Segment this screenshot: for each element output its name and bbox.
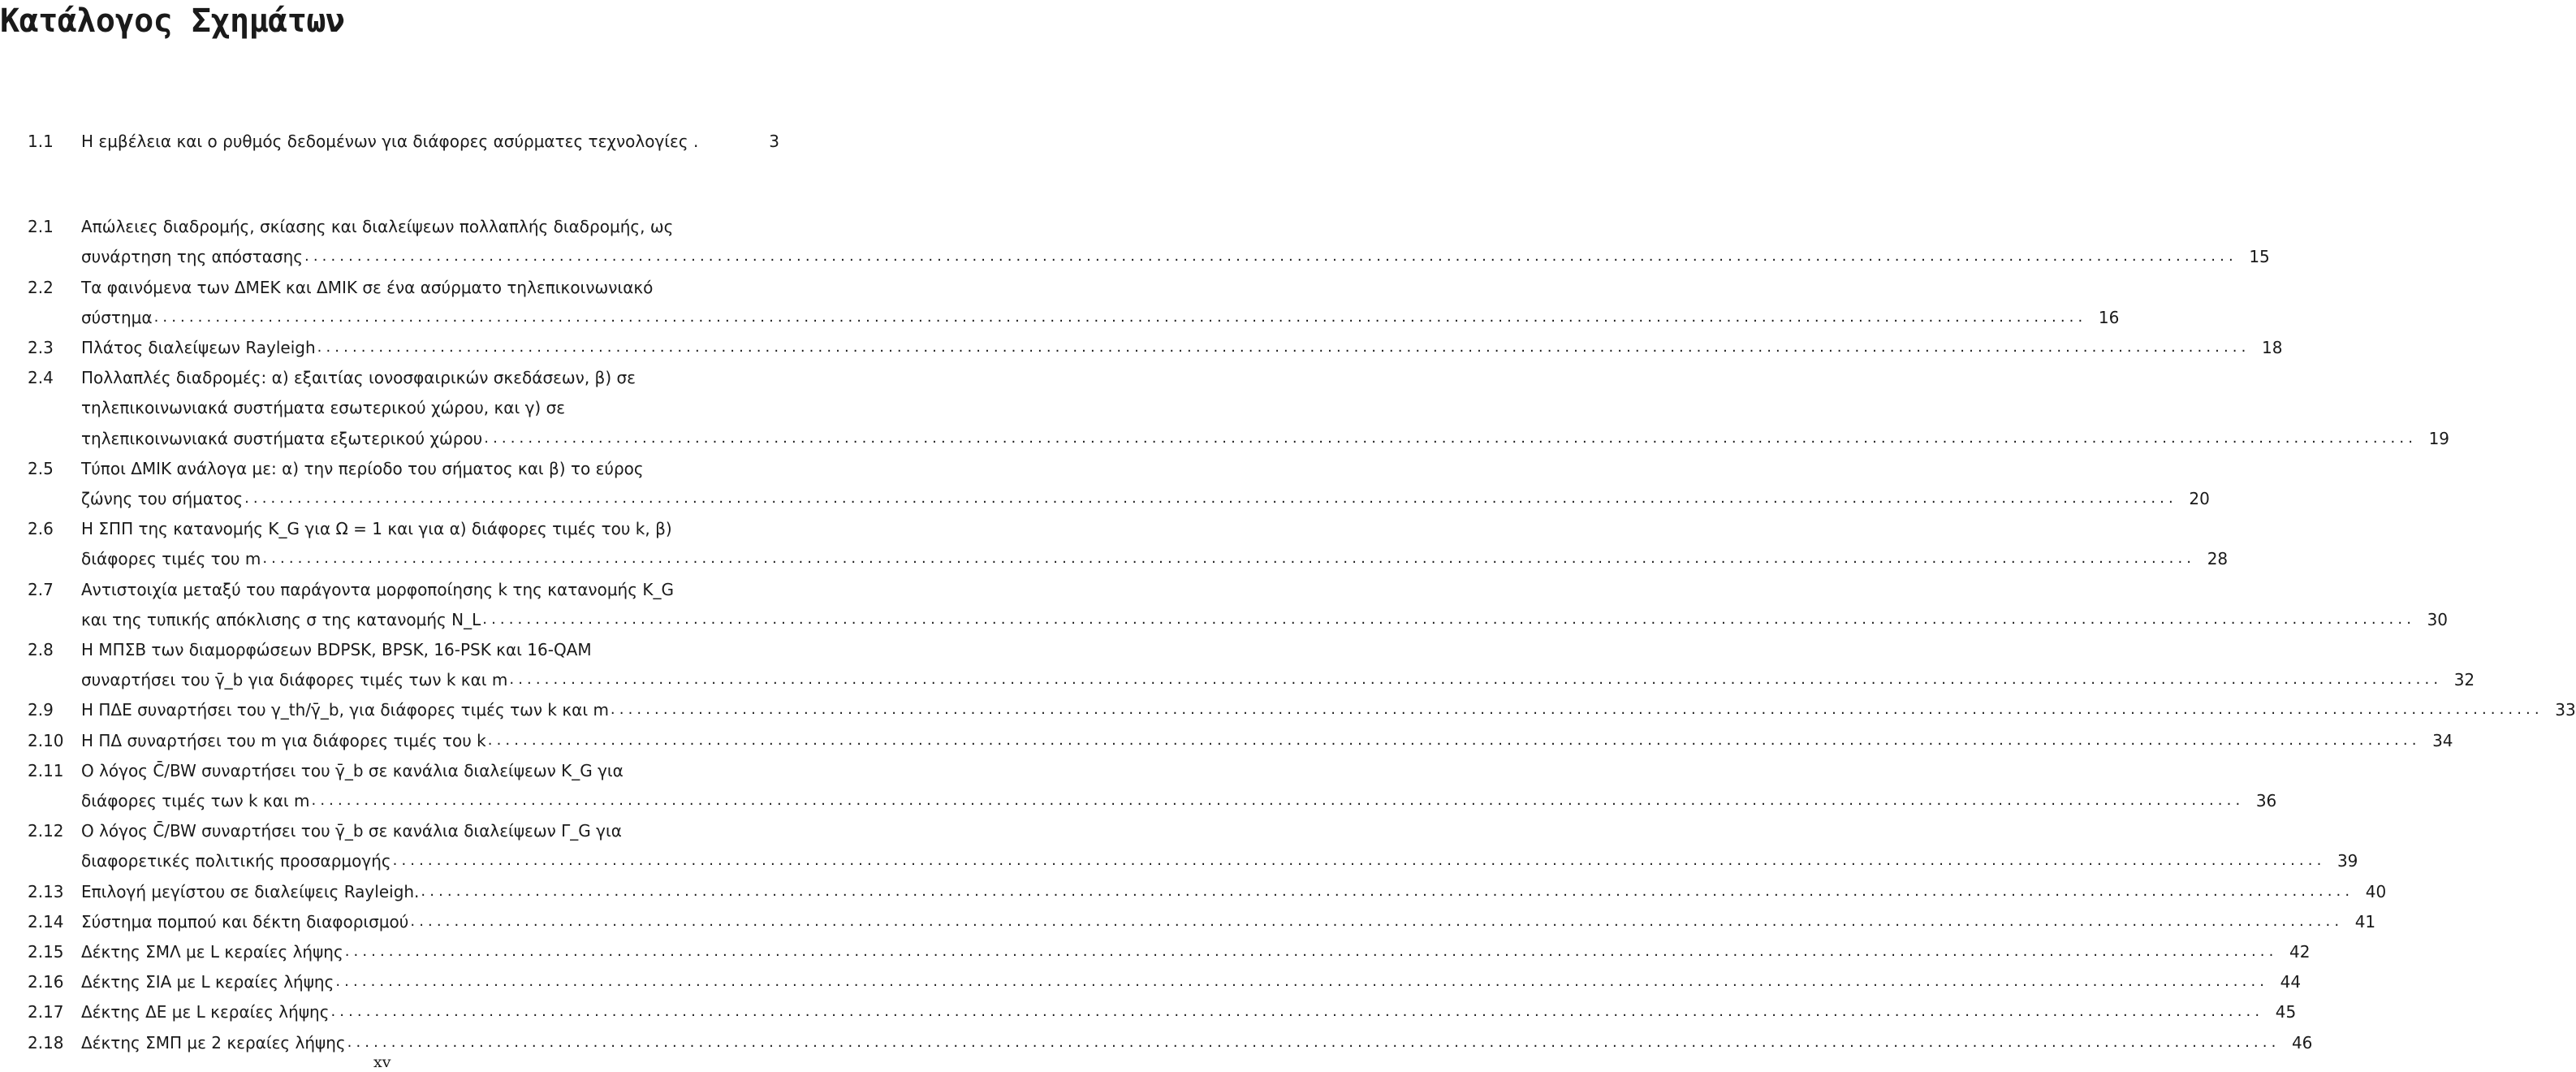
figure-number: 2.8 xyxy=(28,640,54,659)
figure-caption-line: ζώνης του σήματος xyxy=(81,488,244,508)
figure-page-number: 19 xyxy=(2428,428,2450,448)
figure-caption-line: Η ΠΔ συναρτήσει του m για διάφορες τιμές του k xyxy=(81,730,486,750)
figure-caption-line: Ο λόγος C̄/BW συναρτήσει του γ̄_b σε κανάλια διαλείψεων Γ_G για xyxy=(81,821,622,841)
figure-caption-line: Δέκτης ΣΜΛ με L κεραίες λήψης xyxy=(81,942,343,962)
figure-caption-line: Δέκτης ΔΕ με L κεραίες λήψης xyxy=(81,1002,330,1022)
dot-leader: ............................................................................................................................................................................................................................ xyxy=(484,429,2418,447)
figure-number: 2.11 xyxy=(28,760,64,780)
figure-number: 2.6 xyxy=(28,519,54,539)
figure-caption-line: Τύποι ΔΜΙΚ ανάλογα με: α) την περίοδο του σήματος και β) το εύρος xyxy=(81,458,644,478)
figure-caption-line: Η ΠΔΕ συναρτήσει του γ_th/γ̄_b, για διάφορες τιμές των k και m xyxy=(81,700,609,720)
dot-leader: ............................................................................................................................................................................................................................ xyxy=(410,912,2344,930)
figure-number: 2.10 xyxy=(28,730,64,750)
figure-caption-line: διάφορες τιμές του m xyxy=(81,549,261,569)
figure-page-number: 36 xyxy=(2255,790,2277,810)
dot-leader: ............................................................................................................................................................................................................................ xyxy=(482,610,2416,628)
figure-page-number: 42 xyxy=(2289,942,2311,962)
figure-number: 2.12 xyxy=(28,821,64,841)
figure-caption-line: Πολλαπλές διαδρομές: α) εξαιτίας ιονοσφαιρικών σκεδάσεων, β) σε xyxy=(81,368,636,388)
figure-number: 1.1 xyxy=(28,132,54,151)
figure-page-number: 34 xyxy=(2432,730,2453,750)
figure-page-number: 41 xyxy=(2354,911,2376,932)
page-title: Κατάλογος Σχημάτων xyxy=(0,2,345,40)
figure-page-number: 39 xyxy=(2337,851,2358,871)
dot-leader: ............................................................................................................................................................................................................................ xyxy=(421,882,2354,900)
figure-number: 2.7 xyxy=(28,579,54,599)
figure-number: 2.2 xyxy=(28,277,54,297)
figure-caption-line: Η ΣΠΠ της κατανομής K_G για Ω = 1 και για α) διάφορες τιμές του k, β) xyxy=(81,519,672,539)
dot-leader: ............................................................................................................................................................................................................................ xyxy=(153,308,2087,326)
figure-page-number: 45 xyxy=(2275,1002,2297,1022)
dot-leader: ............................................................................................................................................................................................................................ xyxy=(344,943,2278,960)
figure-number: 2.18 xyxy=(28,1032,64,1053)
figure-page-number: 40 xyxy=(2365,881,2387,901)
dot-leader: ............................................................................................................................................................................................................................ xyxy=(610,701,2544,719)
figure-caption-line: Η εμβέλεια και ο ρυθμός δεδομένων για διάφορες ασύρματες τεχνολογίες . xyxy=(81,132,699,151)
figure-caption-line: Επιλογή μεγίστου σε διαλείψεις Rayleigh. xyxy=(81,881,420,901)
figure-page-number: 33 xyxy=(2555,700,2576,720)
figure-caption-line: συναρτήσει του γ̄_b για διάφορες τιμές των k και m xyxy=(81,670,508,690)
figure-caption-line: Πλάτος διαλείψεων Rayleigh xyxy=(81,338,316,357)
figure-number: 2.15 xyxy=(28,942,64,962)
dot-leader: ............................................................................................................................................................................................................................ xyxy=(311,791,2245,809)
figure-caption-line: τηλεπικοινωνιακά συστήματα εσωτερικού χώρου, και γ) σε xyxy=(81,398,566,418)
dot-leader: ............................................................................................................................................................................................................................ xyxy=(392,852,2326,870)
figure-number: 2.5 xyxy=(28,458,54,478)
figure-page-number: 28 xyxy=(2207,549,2229,569)
figure-caption-line: διάφορες τιμές των k και m xyxy=(81,790,310,810)
figure-number: 2.4 xyxy=(28,368,54,388)
figure-caption-line: σύστημα xyxy=(81,307,153,327)
figure-caption-line: συνάρτηση της απόστασης xyxy=(81,247,303,267)
figure-number: 2.9 xyxy=(28,700,54,720)
figure-caption-line: τηλεπικοινωνιακά συστήματα εξωτερικού χώρου xyxy=(81,428,483,448)
figure-page-number: 30 xyxy=(2427,609,2449,629)
figure-number: 2.1 xyxy=(28,217,54,237)
dot-leader: ............................................................................................................................................................................................................................ xyxy=(244,489,2177,507)
figure-caption-line: και της τυπικής απόκλισης σ της κατανομής N_L xyxy=(81,609,481,629)
figure-number: 2.17 xyxy=(28,1002,64,1022)
figure-caption-line: Δέκτης ΣΜΠ με 2 κεραίες λήψης xyxy=(81,1032,346,1053)
dot-leader: ............................................................................................................................................................................................................................ xyxy=(347,1033,2280,1051)
dot-leader: ............................................................................................................................................................................................................................ xyxy=(335,973,2269,991)
figure-page-number: 32 xyxy=(2453,670,2475,690)
page-number: xv xyxy=(373,1053,391,1071)
figure-caption-line: Δέκτης ΣΙΑ με L κεραίες λήψης xyxy=(81,972,334,992)
figure-page-number: 15 xyxy=(2249,247,2270,267)
figure-caption-line: Η ΜΠΣΒ των διαμορφώσεων BDPSK, BPSK, 16-PSK και 16-QAM xyxy=(81,640,592,659)
figure-caption-line: Ο λόγος C̄/BW συναρτήσει του γ̄_b σε κανάλια διαλείψεων K_G για xyxy=(81,760,624,780)
figure-caption-line: Αντιστοιχία μεταξύ του παράγοντα μορφοποίησης k της κατανομής K_G xyxy=(81,579,674,599)
dot-leader: ............................................................................................................................................................................................................................ xyxy=(330,1003,2264,1021)
figure-number: 2.3 xyxy=(28,338,54,357)
figure-number: 2.16 xyxy=(28,972,64,992)
dot-leader: ............................................................................................................................................................................................................................ xyxy=(487,731,2421,749)
figure-number: 2.14 xyxy=(28,911,64,932)
figure-number: 2.13 xyxy=(28,881,64,901)
figure-page-number: 44 xyxy=(2280,972,2302,992)
figure-page-number: 46 xyxy=(2291,1032,2313,1053)
figure-page-number: 18 xyxy=(2261,338,2283,357)
figure-page-number: 3 xyxy=(769,132,779,151)
dot-leader: ............................................................................................................................................................................................................................ xyxy=(509,671,2443,689)
figure-caption-line: Απώλειες διαδρομής, σκίασης και διαλείψεων πολλαπλής διαδρομής, ως xyxy=(81,217,674,237)
figure-caption-line: Σύστημα πομπού και δέκτη διαφορισμού xyxy=(81,911,409,932)
figure-caption-line: Τα φαινόμενα των ΔΜΕΚ και ΔΜΙΚ σε ένα ασύρματο τηλεπικοινωνιακό xyxy=(81,277,654,297)
figure-page-number: 20 xyxy=(2189,488,2210,508)
figure-page-number: 16 xyxy=(2098,307,2120,327)
dot-leader: ............................................................................................................................................................................................................................ xyxy=(262,550,2196,568)
dot-leader: ............................................................................................................................................................................................................................ xyxy=(304,248,2237,266)
dot-leader: ............................................................................................................................................................................................................................ xyxy=(317,339,2250,356)
figure-caption-line: διαφορετικές πολιτικής προσαρμογής xyxy=(81,851,391,871)
